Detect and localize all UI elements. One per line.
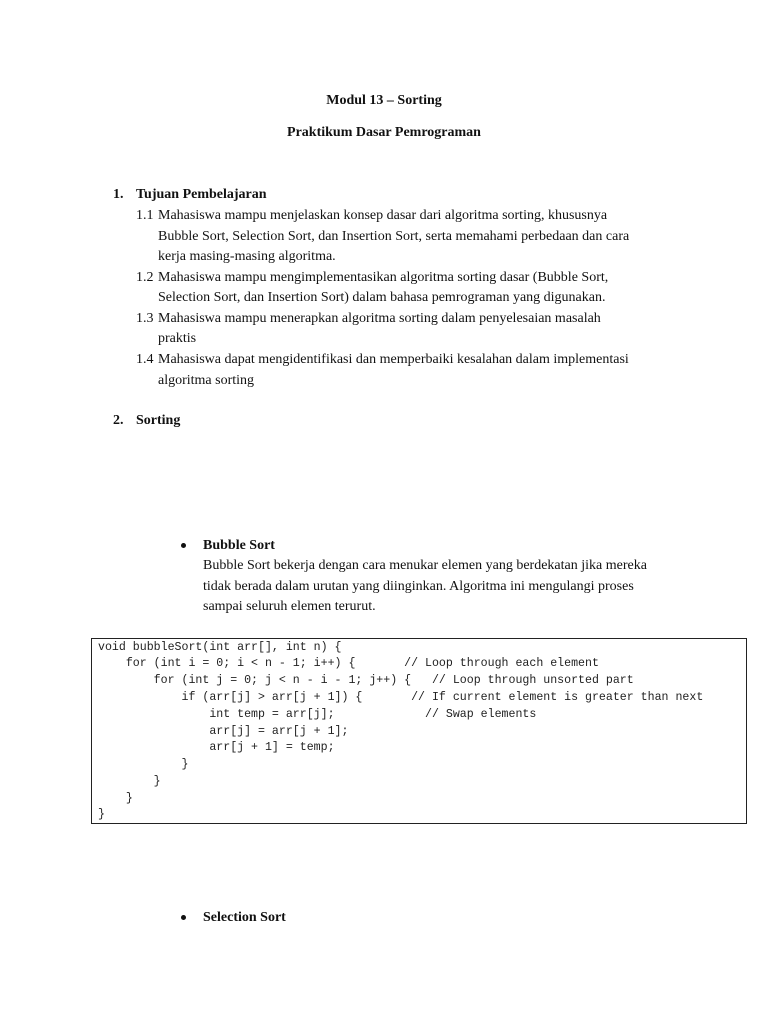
objective-1-4-line-1: Mahasiswa dapat mengidentifikasi dan memperbaiki kesalahan dalam implementasi	[158, 352, 629, 367]
bubble-sort-title: Bubble Sort	[203, 538, 275, 553]
code-line: for (int i = 0; i < n - 1; i++) { // Loop through each element	[98, 657, 599, 670]
objective-1-4-line-2: algoritma sorting	[158, 373, 255, 388]
bubble-sort-desc-line-1: Bubble Sort bekerja dengan cara menukar elemen yang berdekatan jika mereka	[203, 558, 647, 573]
objective-1-2-number: 1.2	[136, 270, 154, 285]
section-1-title: Tujuan Pembelajaran	[136, 187, 267, 202]
objective-1-1-number: 1.1	[136, 208, 154, 223]
code-line: }	[98, 758, 189, 771]
bullet-icon	[181, 915, 186, 920]
code-line: arr[j + 1] = temp;	[98, 741, 335, 754]
code-line: if (arr[j] > arr[j + 1]) { // If current element is greater than next	[98, 691, 704, 704]
objective-1-1-line-1: Mahasiswa mampu menjelaskan konsep dasar dari algoritma sorting, khususnya	[158, 208, 608, 223]
section-2-number: 2.	[113, 413, 124, 428]
code-block	[91, 638, 747, 824]
objective-1-1-line-2: Bubble Sort, Selection Sort, dan Insertion Sort, serta memahami perbedaan dan cara	[158, 229, 630, 244]
bubble-sort-desc-line-2: tidak berada dalam urutan yang diinginkan. Algoritma ini mengulangi proses	[203, 579, 634, 594]
bubble-sort-desc-line-3: sampai seluruh elemen terurut.	[203, 599, 376, 614]
objective-1-2-line-2: Selection Sort, dan Insertion Sort) dalam bahasa pemrograman yang digunakan.	[158, 290, 606, 305]
document-title: Modul 13 – Sorting	[326, 93, 442, 108]
code-line: arr[j] = arr[j + 1];	[98, 725, 349, 738]
bullet-icon	[181, 543, 186, 548]
objective-1-3-line-2: praktis	[158, 331, 197, 346]
objective-1-2-line-1: Mahasiswa mampu mengimplementasikan algoritma sorting dasar (Bubble Sort,	[158, 270, 609, 285]
section-1-number: 1.	[113, 187, 124, 202]
code-line: }	[98, 775, 161, 788]
code-line: void bubbleSort(int arr[], int n) {	[98, 641, 342, 654]
code-line: for (int j = 0; j < n - i - 1; j++) { // Loop through unsorted part	[98, 674, 634, 687]
document-subtitle: Praktikum Dasar Pemrograman	[287, 125, 481, 140]
objective-1-3-number: 1.3	[136, 311, 154, 326]
selection-sort-title: Selection Sort	[203, 910, 286, 925]
objective-1-1-line-3: kerja masing-masing algoritma.	[158, 249, 336, 264]
section-2-title: Sorting	[136, 413, 181, 428]
objective-1-4-number: 1.4	[136, 352, 154, 367]
code-line: }	[98, 792, 133, 805]
objective-1-3-line-1: Mahasiswa mampu menerapkan algoritma sorting dalam penyelesaian masalah	[158, 311, 601, 326]
code-line: }	[98, 808, 105, 821]
code-line: int temp = arr[j]; // Swap elements	[98, 708, 537, 721]
